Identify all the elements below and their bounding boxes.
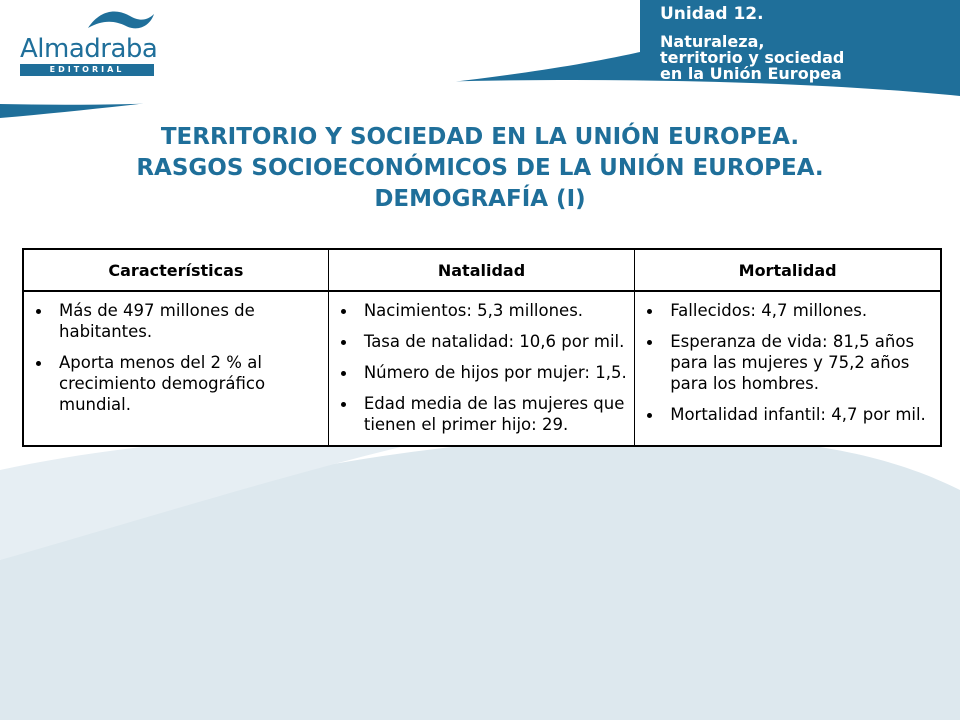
list-item: Aporta menos del 2 % al crecimiento demográfico mundial. [32, 352, 322, 415]
almadraba-logo [16, 6, 166, 76]
list-item: Más de 497 millones de habitantes. [32, 300, 322, 342]
cell-natalidad [328, 291, 634, 446]
header-natalidad: Natalidad [328, 249, 634, 291]
list-item: Tasa de natalidad: 10,6 por mil. [337, 331, 628, 352]
table-row [23, 291, 941, 446]
logo-tagline: EDITORIAL [20, 64, 154, 76]
bullet-list [32, 300, 322, 415]
title-line: DEMOGRAFÍA (I) [374, 186, 586, 212]
demography-table [22, 248, 942, 447]
unit-number: Unidad 12. [660, 4, 764, 24]
unit-subtitle [660, 34, 950, 82]
list-item: Número de hijos por mujer: 1,5. [337, 362, 628, 383]
cell-caracteristicas [23, 291, 328, 446]
header-caracteristicas: Características [23, 249, 328, 291]
list-item: Mortalidad infantil: 4,7 por mil. [643, 404, 934, 425]
logo-wave-icon [86, 6, 156, 36]
list-item: Fallecidos: 4,7 millones. [643, 300, 934, 321]
cell-mortalidad [635, 291, 941, 446]
bullet-list [643, 300, 934, 425]
list-item: Nacimientos: 5,3 millones. [337, 300, 628, 321]
bullet-list [337, 300, 628, 435]
header-mortalidad: Mortalidad [635, 249, 941, 291]
unit-subtitle-line: Naturaleza, [660, 32, 765, 51]
unit-subtitle-line: en la Unión Europea [660, 64, 842, 83]
list-item: Edad media de las mujeres que tienen el primer hijo: 29. [337, 393, 628, 435]
list-item: Esperanza de vida: 81,5 años para las mujeres y 75,2 años para los hombres. [643, 331, 934, 394]
page-title [0, 122, 960, 215]
logo-wordmark: Almadraba [20, 34, 158, 64]
title-line: RASGOS SOCIOECONÓMICOS DE LA UNIÓN EUROPEA. [136, 155, 824, 181]
unit-header [660, 4, 950, 82]
unit-subtitle-line: territorio y sociedad [660, 48, 845, 67]
title-line: TERRITORIO Y SOCIEDAD EN LA UNIÓN EUROPEA. [160, 124, 800, 150]
table-header-row [23, 249, 941, 291]
